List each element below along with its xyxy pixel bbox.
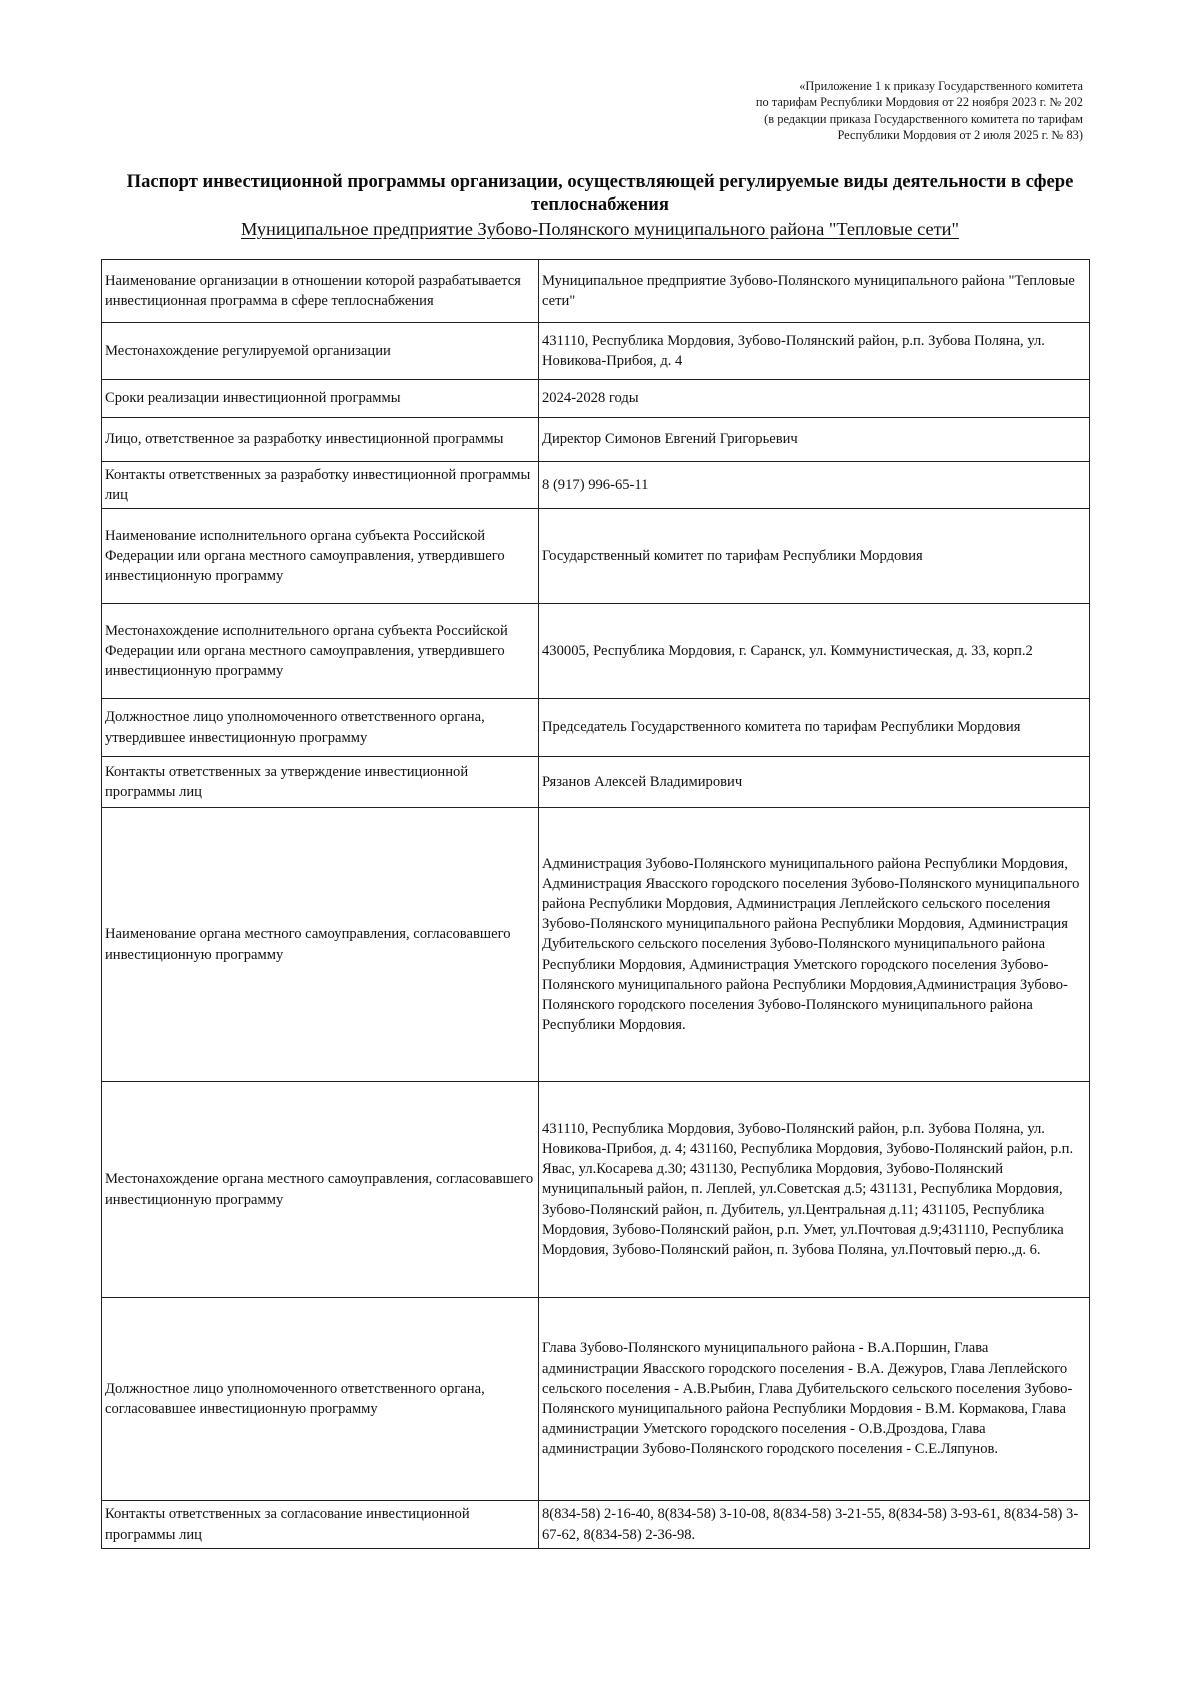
row-value: 431110, Республика Мордовия, Зубово-Полянский район, р.п. Зубова Поляна, ул. Новикова-Прибоя, д. 4; 431160, Республика Мордовия, Зубово-Полянский район, р.п. Явас, ул.Косарева д.30; 431130, Республика Мордовия, Зубово-Полянский муниципальный район, п. Леплей, ул.Советская д.5; 431131, Республика Мордовия, Зубово-Полянский район, п. Дубитель, ул.Центральная д.11; 431105, Республика Мордовия, Зубово-Полянский район, р.п. Умет, ул.Почтовая д.9;431110, Республика Мордовия, Зубово-Полянский район, п. Зубова Поляна, ул.Почтовый перю.,д. 6. bbox=[539, 1082, 1090, 1298]
row-value: Муниципальное предприятие Зубово-Полянского муниципального района "Тепловые сети" bbox=[539, 260, 1090, 323]
row-value: Председатель Государственного комитета по тарифам Республики Мордовия bbox=[539, 699, 1090, 757]
appendix-note-line: (в редакции приказа Государственного комитета по тарифам bbox=[764, 111, 1083, 126]
appendix-note-line: «Приложение 1 к приказу Государственного комитета bbox=[799, 79, 1083, 93]
table-row bbox=[102, 808, 1090, 1082]
row-value: 8 (917) 996-65-11 bbox=[539, 462, 1090, 509]
table-row bbox=[102, 1082, 1090, 1298]
row-label: Контакты ответственных за утверждение инвестиционной программы лиц bbox=[102, 757, 539, 808]
row-label: Местонахождение исполнительного органа субъекта Российской Федерации или органа местного самоуправления, утвердившего инвестиционную программу bbox=[102, 604, 539, 699]
row-label: Наименование исполнительного органа субъекта Российской Федерации или органа местного самоуправления, утвердившего инвестиционную программу bbox=[102, 509, 539, 604]
row-label: Наименование органа местного самоуправления, согласовавшего инвестиционную программу bbox=[102, 808, 539, 1082]
row-label: Сроки реализации инвестиционной программы bbox=[102, 380, 539, 418]
row-value: 430005, Республика Мордовия, г. Саранск, ул. Коммунистическая, д. 33, корп.2 bbox=[539, 604, 1090, 699]
table-row bbox=[102, 1298, 1090, 1501]
row-value: Рязанов Алексей Владимирович bbox=[539, 757, 1090, 808]
appendix-note-line: Республики Мордовия от 2 июля 2025 г. № 83) bbox=[837, 128, 1083, 143]
table-row bbox=[102, 699, 1090, 757]
row-value: Директор Симонов Евгений Григорьевич bbox=[539, 418, 1090, 462]
table-row bbox=[102, 323, 1090, 380]
row-value: 431110, Республика Мордовия, Зубово-Полянский район, р.п. Зубова Поляна, ул. Новикова-Прибоя, д. 4 bbox=[539, 323, 1090, 380]
row-label: Контакты ответственных за согласование инвестиционной программы лиц bbox=[102, 1501, 539, 1549]
passport-table bbox=[101, 259, 1090, 1549]
row-label: Должностное лицо уполномоченного ответственного органа, утвердившее инвестиционную программу bbox=[102, 699, 539, 757]
row-label: Наименование организации в отношении которой разрабатывается инвестиционная программа в сфере теплоснабжения bbox=[102, 260, 539, 323]
row-value: 8(834-58) 2-16-40, 8(834-58) 3-10-08, 8(834-58) 3-21-55, 8(834-58) 3-93-61, 8(834-58) 3-67-62, 8(834-58) 2-36-98. bbox=[539, 1501, 1090, 1549]
table-row bbox=[102, 1501, 1090, 1549]
row-label: Местонахождение органа местного самоуправления, согласовавшего инвестиционную программу bbox=[102, 1082, 539, 1298]
table-row bbox=[102, 604, 1090, 699]
table-row bbox=[102, 380, 1090, 418]
row-label: Контакты ответственных за разработку инвестиционной программы лиц bbox=[102, 462, 539, 509]
appendix-note bbox=[663, 78, 1083, 144]
document-title: Паспорт инвестиционной программы организации, осуществляющей регулируемые виды деятельности в сфере теплоснабжения bbox=[126, 171, 1074, 215]
table-row bbox=[102, 418, 1090, 462]
organization-name bbox=[100, 217, 1100, 241]
row-label: Должностное лицо уполномоченного ответственного органа, согласовавшее инвестиционную программу bbox=[102, 1298, 539, 1501]
table-row bbox=[102, 462, 1090, 509]
row-value: Глава Зубово-Полянского муниципального района - В.А.Поршин, Глава администрации Явасского городского поселения - В.А. Дежуров, Глава Леплейского сельского поселения - А.В.Рыбин, Глава Дубительского сельского поселения Зубово-Полянского муниципального района Республики Мордовия - В.М. Кормакова, Глава администрации Уметского городского поселения - О.В.Дроздова, Глава администрации Зубово-Полянского городского поселения - С.Е.Ляпунов. bbox=[539, 1298, 1090, 1501]
row-value: 2024-2028 годы bbox=[539, 380, 1090, 418]
appendix-note-line: по тарифам Республики Мордовия от 22 ноября 2023 г. № 202 bbox=[755, 95, 1083, 110]
table-row bbox=[102, 260, 1090, 323]
table-row bbox=[102, 509, 1090, 604]
row-value: Государственный комитет по тарифам Республики Мордовия bbox=[539, 509, 1090, 604]
row-value: Администрация Зубово-Полянского муниципального района Республики Мордовия, Администрация Явасского городского поселения Зубово-Полянского муниципального района Республики Мордовия, Администрация Леплейского сельского поселения Зубово-Полянского муниципального района Республики Мордовия, Администрация Дубительского сельского поселения Зубово-Полянского муниципального района Республики Мордовия, Администрация Уметского городского поселения Зубово-Полянского муниципального района Республики Мордовия,Администрация Зубово-Полянского городского поселения Зубово-Полянского муниципального района Республики Мордовия. bbox=[539, 808, 1090, 1082]
organization-name-text: Муниципальное предприятие Зубово-Полянского муниципального района "Тепловые сети" bbox=[240, 219, 960, 239]
row-label: Местонахождение регулируемой организации bbox=[102, 323, 539, 380]
table-row bbox=[102, 757, 1090, 808]
row-label: Лицо, ответственное за разработку инвестиционной программы bbox=[102, 418, 539, 462]
